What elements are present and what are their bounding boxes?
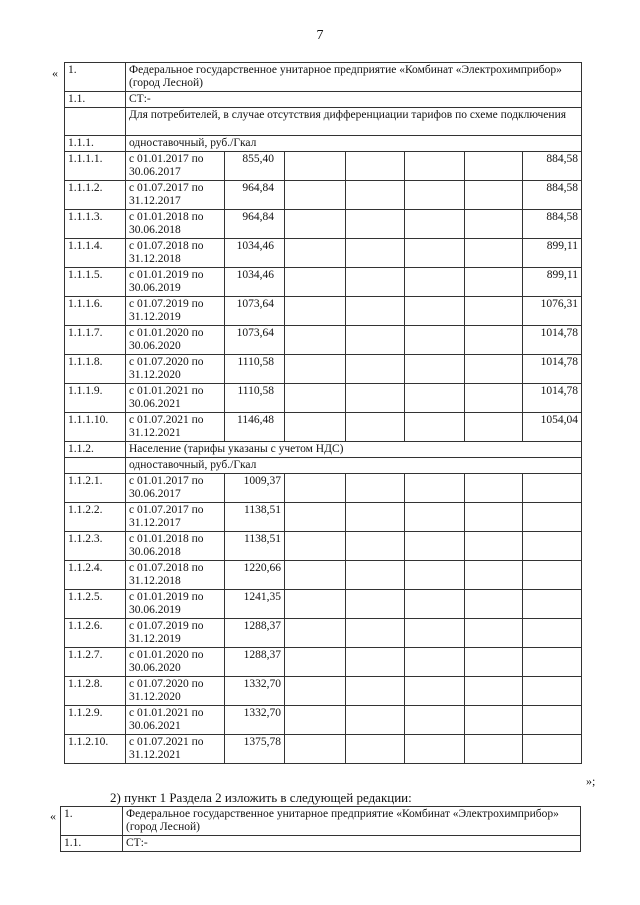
empty-cell [405,413,465,442]
population-tariff-row [65,474,582,503]
period-cell: с 01.07.2020 по 31.12.2020 [126,355,225,384]
empty-cell [405,677,465,706]
tariff-row [65,181,582,210]
empty-cell [285,532,346,561]
period-cell: с 01.01.2021 по 30.06.2021 [126,706,225,735]
empty-cell [405,326,465,355]
tariff-value-2: 1054,04 [523,413,582,442]
tariff-value-2: 884,58 [523,181,582,210]
tariff-value: 1375,78 [225,735,285,764]
population-tariff-row [65,735,582,764]
empty-cell [523,590,582,619]
row-number: 1.1.2.3. [65,532,126,561]
empty-cell [285,735,346,764]
tariff-row [65,239,582,268]
empty-cell [465,590,523,619]
empty-cell [65,458,126,474]
st-label: СТ:- [123,836,581,852]
empty-cell [346,297,405,326]
tariff-row [65,384,582,413]
empty-cell [465,326,523,355]
tariff-row [65,413,582,442]
empty-cell [465,210,523,239]
row-number: 1.1.2.8. [65,677,126,706]
empty-cell [285,384,346,413]
population-tariff-row [65,561,582,590]
population-rate-row [65,458,582,474]
row-number: 1.1.1.3. [65,210,126,239]
row-number: 1.1.1.1. [65,152,126,181]
empty-cell [285,413,346,442]
empty-cell [465,297,523,326]
empty-cell [465,735,523,764]
period-cell: с 01.01.2021 по 30.06.2021 [126,384,225,413]
empty-cell [285,590,346,619]
empty-cell [405,648,465,677]
row-number: 1.1.1. [65,136,126,152]
st-label: СТ:- [126,92,582,108]
period-cell: с 01.07.2017 по 31.12.2017 [126,181,225,210]
period-cell: с 01.01.2019 по 30.06.2019 [126,268,225,297]
org-name: Федеральное государственное унитарное предприятие «Комбинат «Электрохимприбор» (город Лесной) [123,807,581,836]
tariff-value: 1073,64 [225,326,285,355]
org-header-row [61,807,581,836]
consumers-note: Для потребителей, в случае отсутствия дифференциации тарифов по схеме подключения [126,108,582,136]
empty-cell [405,210,465,239]
row-number: 1.1.1.7. [65,326,126,355]
empty-cell [523,677,582,706]
tariff-value: 1034,46 [225,239,285,268]
period-cell: с 01.01.2018 по 30.06.2018 [126,210,225,239]
tariff-value: 855,40 [225,152,285,181]
empty-cell [346,648,405,677]
empty-cell [405,590,465,619]
empty-cell [465,706,523,735]
tariff-row [65,326,582,355]
row-number: 1.1. [65,92,126,108]
population-tariff-row [65,706,582,735]
empty-cell [465,561,523,590]
empty-cell [465,619,523,648]
empty-cell [346,181,405,210]
tariff-row [65,268,582,297]
row-number: 1. [61,807,123,836]
empty-cell [346,561,405,590]
empty-cell [465,474,523,503]
tariff-value: 1241,35 [225,590,285,619]
row-number: 1.1.1.8. [65,355,126,384]
empty-cell [285,503,346,532]
empty-cell [523,648,582,677]
page-number: 7 [316,28,324,43]
population-tariff-row [65,677,582,706]
empty-cell [285,181,346,210]
org-header-row [65,63,582,92]
tariff-value-2: 1014,78 [523,384,582,413]
tariff-value-2: 1014,78 [523,355,582,384]
empty-cell [285,474,346,503]
empty-cell [465,268,523,297]
population-tariff-row [65,619,582,648]
empty-cell [346,355,405,384]
empty-cell [523,474,582,503]
empty-cell [465,677,523,706]
tariff-value-2: 884,58 [523,210,582,239]
empty-cell [346,619,405,648]
close-quote: »; [586,774,596,788]
empty-cell [405,706,465,735]
tariff-value-2: 1076,31 [523,297,582,326]
period-cell: с 01.01.2017 по 30.06.2017 [126,152,225,181]
empty-cell [346,532,405,561]
row-number: 1.1.2.1. [65,474,126,503]
empty-cell [465,532,523,561]
empty-cell [346,152,405,181]
empty-cell [405,474,465,503]
period-cell: с 01.07.2017 по 31.12.2017 [126,503,225,532]
empty-cell [405,735,465,764]
consumers-note-row [65,108,582,136]
empty-cell [405,268,465,297]
period-cell: с 01.01.2017 по 30.06.2017 [126,474,225,503]
empty-cell [523,532,582,561]
empty-cell [405,239,465,268]
row-number: 1.1.1.5. [65,268,126,297]
tariff-value: 1332,70 [225,706,285,735]
tariff-value: 1138,51 [225,532,285,561]
row-number: 1.1.2.7. [65,648,126,677]
tariff-table [64,62,582,764]
empty-cell [405,619,465,648]
tariff-row [65,210,582,239]
empty-cell [465,648,523,677]
period-cell: с 01.07.2020 по 31.12.2020 [126,677,225,706]
one-rate-label: одноставочный, руб./Гкал [126,136,582,152]
tariff-value: 1034,46 [225,268,285,297]
row-number: 1.1.2. [65,442,126,458]
section2-table [60,806,581,852]
empty-cell [405,384,465,413]
tariff-value-2: 899,11 [523,239,582,268]
row-number: 1.1.1.6. [65,297,126,326]
empty-cell [346,503,405,532]
empty-cell [465,413,523,442]
empty-cell [346,735,405,764]
row-number: 1. [65,63,126,92]
population-tariff-row [65,532,582,561]
row-number: 1.1.2.2. [65,503,126,532]
empty-cell [346,384,405,413]
empty-cell [285,619,346,648]
period-cell: с 01.01.2020 по 30.06.2020 [126,326,225,355]
tariff-value-2: 884,58 [523,152,582,181]
tariff-value: 1073,64 [225,297,285,326]
row-number: 1.1.1.2. [65,181,126,210]
empty-cell [285,210,346,239]
empty-cell [346,326,405,355]
st-row [61,836,581,852]
empty-cell [285,561,346,590]
population-label: Население (тарифы указаны с учетом НДС) [126,442,582,458]
tariff-value: 1332,70 [225,677,285,706]
tariff-value: 964,84 [225,210,285,239]
empty-cell [405,561,465,590]
empty-cell [285,648,346,677]
row-number: 1.1.2.5. [65,590,126,619]
empty-cell [285,706,346,735]
period-cell: с 01.01.2018 по 30.06.2018 [126,532,225,561]
empty-cell [285,297,346,326]
population-row [65,442,582,458]
tariff-value: 964,84 [225,181,285,210]
empty-cell [346,239,405,268]
tariff-value: 1220,66 [225,561,285,590]
empty-cell [346,590,405,619]
empty-cell [465,239,523,268]
tariff-row [65,297,582,326]
empty-cell [285,152,346,181]
row-number: 1.1. [61,836,123,852]
empty-cell [405,355,465,384]
population-tariff-row [65,648,582,677]
empty-cell [523,561,582,590]
empty-cell [285,355,346,384]
empty-cell [465,152,523,181]
row-number: 1.1.2.9. [65,706,126,735]
empty-cell [346,706,405,735]
one-rate-row [65,136,582,152]
period-cell: с 01.07.2019 по 31.12.2019 [126,619,225,648]
row-number: 1.1.2.6. [65,619,126,648]
row-number: 1.1.1.9. [65,384,126,413]
row-number: 1.1.2.4. [65,561,126,590]
empty-cell [405,297,465,326]
empty-cell [523,706,582,735]
empty-cell [285,677,346,706]
period-cell: с 01.01.2019 по 30.06.2019 [126,590,225,619]
tariff-value-2: 899,11 [523,268,582,297]
empty-cell [405,152,465,181]
org-name: Федеральное государственное унитарное предприятие «Комбинат «Электрохимприбор» (город Лесной) [126,63,582,92]
period-cell: с 01.07.2018 по 31.12.2018 [126,239,225,268]
empty-cell [405,181,465,210]
empty-cell [465,355,523,384]
open-quote-2: « [50,809,56,823]
empty-cell [346,413,405,442]
empty-cell [465,384,523,413]
empty-cell [346,210,405,239]
period-cell: с 01.07.2021 по 31.12.2021 [126,735,225,764]
period-cell: с 01.01.2020 по 30.06.2020 [126,648,225,677]
empty-cell [523,619,582,648]
empty-cell [346,268,405,297]
population-tariff-row [65,503,582,532]
empty-cell [346,677,405,706]
tariff-value: 1110,58 [225,384,285,413]
tariff-value: 1146,48 [225,413,285,442]
empty-cell [465,503,523,532]
tariff-value: 1288,37 [225,619,285,648]
empty-cell [285,239,346,268]
empty-cell [65,108,126,136]
row-number: 1.1.2.10. [65,735,126,764]
period-cell: с 01.07.2019 по 31.12.2019 [126,297,225,326]
empty-cell [405,532,465,561]
open-quote: « [52,66,58,80]
amendment-paragraph: 2) пункт 1 Раздела 2 изложить в следующей редакции: [110,790,412,805]
empty-cell [405,503,465,532]
st-row [65,92,582,108]
empty-cell [523,503,582,532]
tariff-row [65,152,582,181]
population-tariff-row [65,590,582,619]
tariff-row [65,355,582,384]
empty-cell [523,735,582,764]
empty-cell [285,326,346,355]
row-number: 1.1.1.10. [65,413,126,442]
tariff-value-2: 1014,78 [523,326,582,355]
tariff-value: 1009,37 [225,474,285,503]
period-cell: с 01.07.2021 по 31.12.2021 [126,413,225,442]
row-number: 1.1.1.4. [65,239,126,268]
empty-cell [465,181,523,210]
empty-cell [285,268,346,297]
tariff-value: 1288,37 [225,648,285,677]
empty-cell [346,474,405,503]
period-cell: с 01.07.2018 по 31.12.2018 [126,561,225,590]
tariff-value: 1138,51 [225,503,285,532]
population-rate-label: одноставочный, руб./Гкал [126,458,582,474]
tariff-value: 1110,58 [225,355,285,384]
